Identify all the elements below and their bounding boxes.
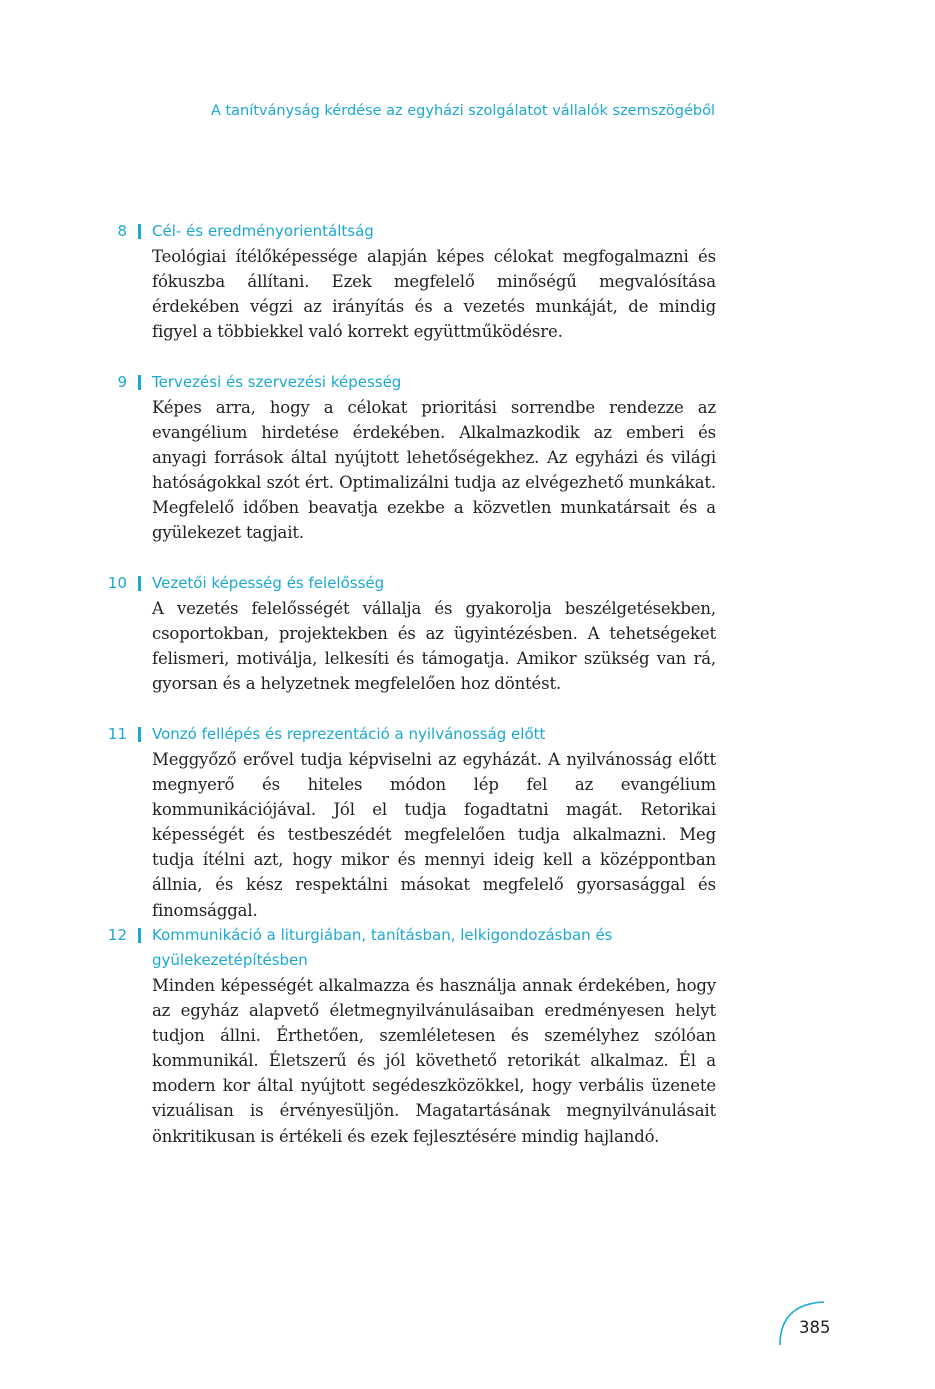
section-12 xyxy=(100,923,716,1149)
section-heading xyxy=(100,722,716,747)
section-body: Teológiai ítélőképessége alapján képes célokat megfogalmazni és fókuszba állítani. Ezek megfelelő minőségű megvalósítása érdekében végzi az irányítás és a vezetés munkáját, de mindig figyel a többiekkel való korrekt együttműködésre. xyxy=(152,247,716,342)
section-marker-bar xyxy=(138,224,141,239)
page-number: 385 xyxy=(799,1318,831,1337)
section-body: Meggyőző erővel tudja képviselni az egyházát. A nyilvánosság előtt megnyerő és hiteles módon lép fel az evangélium kommunikációjával. Jól el tudja fogadtatni magát. Retorikai képességét és testbeszédét megfelelően tudja alkalmazni. Meg tudja ítélni azt, hogy mikor és mennyi ideig kell a középpontban állnia, és kész respektálni másokat megfelelő gyorsasággal és finomsággal. xyxy=(152,750,716,920)
section-heading xyxy=(100,571,716,596)
section-number: 10 xyxy=(107,574,127,592)
section-8 xyxy=(100,219,716,344)
section-number: 8 xyxy=(117,222,127,240)
section-body: A vezetés felelősségét vállalja és gyakorolja beszélgetésekben, csoportokban, projektekben és az ügyintézésben. A tehetségeket felismeri, motiválja, lelkesíti és támogatja. Amikor szükség van rá, gyorsan és a helyzetnek megfelelően hoz döntést. xyxy=(152,599,716,694)
section-marker-bar xyxy=(138,928,141,943)
section-number: 9 xyxy=(117,373,127,391)
section-marker-bar xyxy=(138,576,141,591)
section-body: Minden képességét alkalmazza és használja annak érdekében, hogy az egyház alapvető életmegnyilvánulásaiban eredményesen helyt tudjon állni. Érthetően, szemléletesen és személyhez szólóan kommunikál. Életszerű és jól követhető retorikát alkalmaz. Él a modern kor által nyújtott segédeszközökkel, hogy verbális üzenete vizuálisan is érvényesüljön. Magatartásának megnyilvánulásait önkritikusan is értékeli és ezek fejlesztésére mindig hajlandó. xyxy=(152,976,716,1146)
section-number: 11 xyxy=(107,725,127,743)
section-title: Vezetői képesség és felelősség xyxy=(152,574,385,592)
section-marker-bar xyxy=(138,727,141,742)
section-10 xyxy=(100,571,716,696)
running-header: A tanítványság kérdése az egyházi szolgálatot vállalók szemszögéből xyxy=(210,103,715,119)
section-number: 12 xyxy=(107,926,127,944)
section-heading xyxy=(100,219,716,244)
section-title: Kommunikáció a liturgiában, tanításban, lelkigondozásban és gyülekezetépítésben xyxy=(152,926,613,969)
section-9 xyxy=(100,370,716,546)
section-marker-bar xyxy=(138,375,141,390)
section-heading xyxy=(100,923,716,973)
section-title: Tervezési és szervezési képesség xyxy=(152,373,402,391)
section-title: Cél- és eredményorientáltság xyxy=(152,222,374,240)
section-11 xyxy=(100,722,716,923)
section-title: Vonzó fellépés és reprezentáció a nyilvánosság előtt xyxy=(152,725,546,743)
section-body: Képes arra, hogy a célokat prioritási sorrendbe rendezze az evangélium hirdetése érdekében. Alkalmazkodik az emberi és anyagi források által nyújtott lehetőségekhez. Az egyházi és világi hatóságokkal szót ért. Optimalizálni tudja az elvégezhető munkákat. Megfelelő időben beavatja ezekbe a közvetlen munkatársait és a gyülekezet tagjait. xyxy=(152,398,716,543)
section-heading xyxy=(100,370,716,395)
